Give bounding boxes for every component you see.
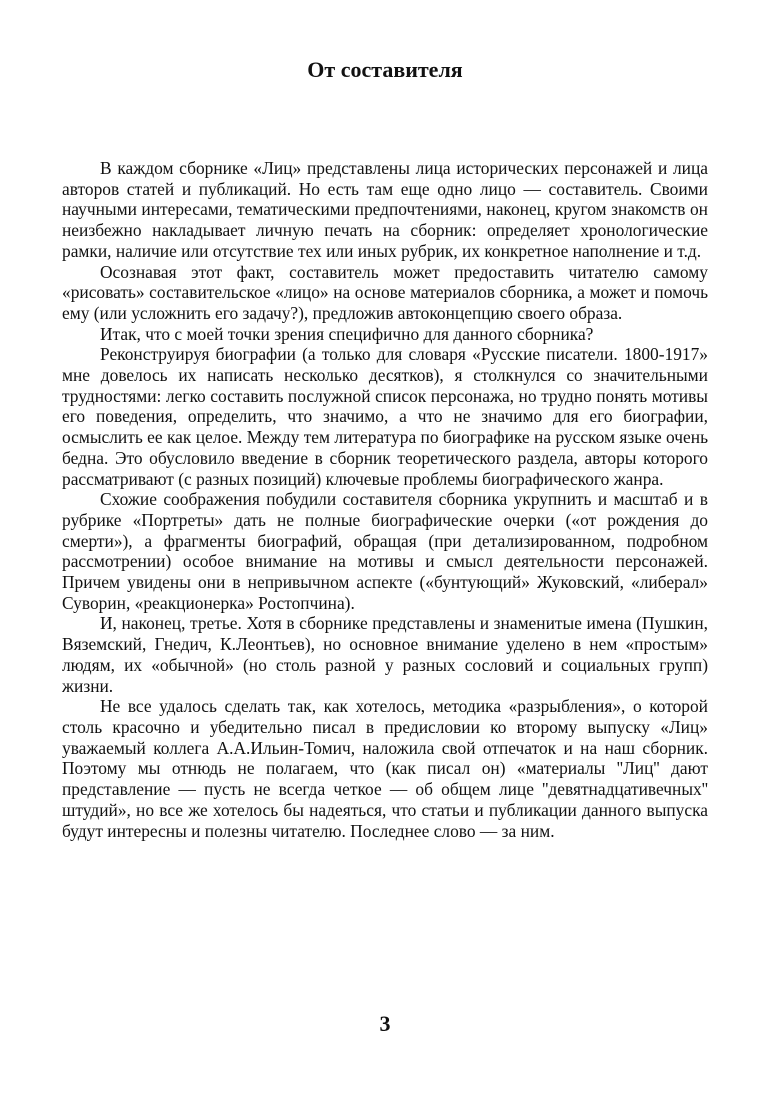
paragraph-7: Не все удалось сделать так, как хотелось, методика «разрыбления», о которой столь красочно и убедительно писал в предисловии ко второму выпуску «Лиц» уважаемый коллега А.А.Ильин-Томич, наложила свой отпечаток и на наш сборник. Поэтому мы отнюдь не полагаем, что (как писал он) «материалы ''Лиц'' дают представление — пусть не всегда четкое — об общем лице ''девятнадцативечных'' штудий», но все же хотелось бы надеяться, что статьи и публикации данного выпуска будут интересны и полезны читателю. Последнее слово — за ним. (62, 696, 708, 841)
paragraph-4: Реконструируя биографии (а только для словаря «Русские писатели. 1800-1917» мне довелось их написать несколько десятков), я столкнулся со значительными трудностями: легко составить послужной список персонажа, но трудно понять мотивы его поведения, определить, что значимо, а что не значимо для его биографии, осмыслить ее как целое. Между тем литература по биографике на русском языке очень бедна. Это обусловило введение в сборник теоретического раздела, авторы которого рассматривают (с разных позиций) ключевые проблемы биографического жанра. (62, 344, 708, 489)
paragraph-2: Осознавая этот факт, составитель может предоставить читателю самому «рисовать» составительское «лицо» на основе материалов сборника, а может и помочь ему (или усложнить его задачу?), предложив автоконцепцию своего образа. (62, 261, 708, 323)
page-title: От составителя (307, 57, 463, 82)
paragraph-3: Итак, что с моей точки зрения специфично для данного сборника? (100, 323, 594, 344)
paragraph-6: И, наконец, третье. Хотя в сборнике представлены и знаменитые имена (Пушкин, Вяземский, Гнедич, К.Леонтьев), но основное внимание уделено в нем «простым» людям, их «обычной» (но столь разной у разных сословий и социальных групп) жизни. (62, 613, 708, 696)
paragraph-1: В каждом сборнике «Лиц» представлены лица исторических персонажей и лица авторов статей и публикаций. Но есть там еще одно лицо — составитель. Своими научными интересами, тематическими предпочтениями, наконец, кругом знакомств он неизбежно накладывает личную печать на сборник: определяет хронологические рамки, наличие или отсутствие тех или иных рубрик, их конкретное наполнение и т.д. (62, 158, 708, 261)
body-text (62, 158, 708, 841)
page-number: 3 (379, 1011, 391, 1036)
book-page (62, 0, 708, 1109)
paragraph-5: Схожие соображения побудили составителя сборника укрупнить и масштаб и в рубрике «Портреты» дать не полные биографические очерки («от рождения до смерти»), а фрагменты биографий, обращая (при детализированном, подробном рассмотрении) особое внимание на мотивы и смысл деятельности персонажей. Причем увидены они в непривычном аспекте («бунтующий» Жуковский, «либерал» Суворин, «реакционерка» Ростопчина). (62, 489, 708, 613)
